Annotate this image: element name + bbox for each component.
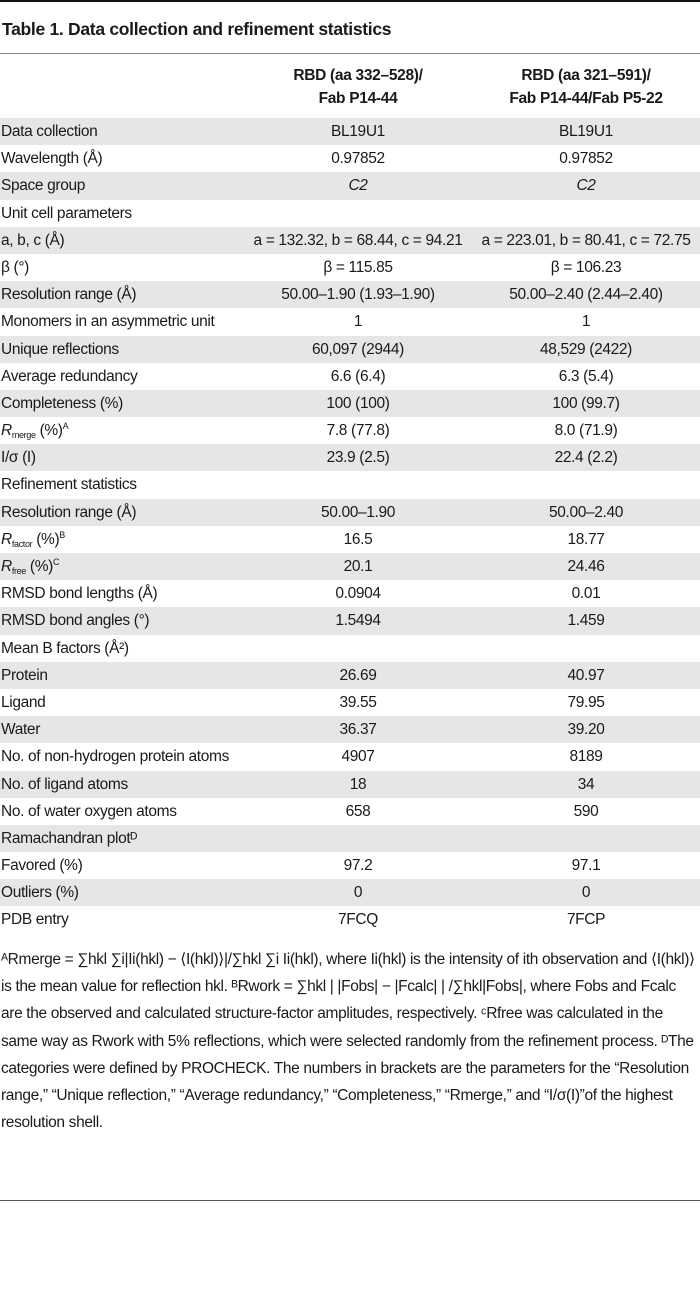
- top-rule: [0, 0, 700, 2]
- cell-rbd-332-528: 658: [345, 802, 371, 820]
- cell-rbd-321-591: 8189: [569, 748, 603, 766]
- table-row: [0, 444, 700, 471]
- cell-rbd-332-528: 0: [353, 884, 363, 902]
- row-label-footnote-mark: C: [52, 557, 60, 567]
- row-label: RMSD bond lengths (Å): [1, 585, 158, 603]
- cell-rbd-332-528: 97.2: [343, 857, 373, 875]
- cell-rbd-332-528: 4907: [341, 748, 375, 766]
- table-row: [0, 716, 700, 743]
- row-label: Mean B factors (Å²): [1, 639, 129, 657]
- row-label: Refinement statistics: [1, 476, 137, 494]
- table-row: [0, 798, 700, 825]
- cell-rbd-321-591: 0: [581, 884, 591, 902]
- cell-rbd-332-528: BL19U1: [331, 123, 385, 140]
- row-label: Water: [1, 721, 41, 739]
- cell-rbd-332-528: 1.5494: [335, 612, 381, 630]
- row-label: Ramachandran plotᴰ: [1, 829, 137, 847]
- row-label: No. of water oxygen atoms: [1, 802, 177, 820]
- cell-rbd-321-591: 100 (99.7): [552, 394, 620, 412]
- cell-rbd-332-528: C2: [348, 177, 368, 195]
- cell-rbd-321-591: 6.3 (5.4): [558, 367, 614, 385]
- table-row: [0, 118, 700, 145]
- cell-rbd-321-591: 0.01: [571, 585, 601, 603]
- title-divider: [0, 53, 700, 54]
- row-label-symbol: R: [1, 422, 12, 440]
- row-label-unit: (%): [25, 558, 53, 575]
- row-label: PDB entry: [1, 911, 69, 929]
- column-header-1-line1: RBD (aa 332–528)/: [293, 67, 423, 84]
- row-label: RMSD bond angles (°): [1, 612, 150, 630]
- row-label-footnote-mark: A: [62, 421, 69, 432]
- cell-rbd-332-528: β = 115.85: [323, 258, 393, 276]
- cell-rbd-321-591: 1: [581, 313, 591, 331]
- bottom-rule: [0, 1200, 700, 1201]
- row-label: [1, 526, 65, 553]
- cell-rbd-321-591: 79.95: [567, 693, 605, 711]
- row-label: Wavelength (Å): [1, 150, 103, 168]
- cell-rbd-332-528: 26.69: [339, 666, 377, 684]
- cell-rbd-321-591: a = 223.01, b = 80.41, c = 72.75: [481, 231, 691, 249]
- cell-rbd-321-591: 8.0 (71.9): [554, 422, 618, 440]
- cell-rbd-321-591: 22.4 (2.2): [554, 449, 618, 467]
- cell-rbd-321-591: 97.1: [571, 857, 601, 875]
- row-label-unit: (%): [32, 530, 60, 548]
- row-label: Completeness (%): [1, 394, 123, 412]
- column-header-2: [472, 64, 700, 116]
- row-label-symbol: R: [1, 558, 12, 575]
- table-row: [0, 336, 700, 363]
- row-label: I/σ (I): [1, 449, 36, 467]
- cell-rbd-321-591: 24.46: [567, 558, 605, 575]
- cell-rbd-332-528: 23.9 (2.5): [326, 449, 390, 467]
- table-row: [0, 417, 700, 444]
- row-label: β (°): [1, 258, 29, 276]
- table-row: [0, 743, 700, 770]
- cell-rbd-321-591: 40.97: [567, 666, 605, 684]
- cell-rbd-321-591: 39.20: [567, 721, 605, 739]
- row-label-unit: (%): [35, 422, 63, 440]
- table-row: [0, 526, 700, 553]
- cell-rbd-332-528: 100 (100): [326, 394, 390, 412]
- table-footnote: [1, 946, 696, 1136]
- table-row: [0, 553, 700, 580]
- cell-rbd-321-591: BL19U1: [559, 123, 613, 140]
- table-row: [0, 145, 700, 172]
- footnote-text: ᴬRmerge = ∑hkl ∑i|Ii(hkl) − ⟨I(hkl)⟩|/∑hkl ∑i Ii(hkl), where Ii(hkl) is the intensity of ith observation and ⟨I(hkl)⟩ is the mean value for reflection hkl. ᴮRwork = ∑hkl | |Fobs| − |Fcalc| | /∑hkl|Fobs|, where Fobs and Fcalc are the observed and calculated structure-factor amplitudes, respectively. ᶜRfree was calculated in the same way as Rwork with 5% reflections, which were selected randomly from the refinement process. ᴰThe categories were defined by PROCHECK. The numbers in brackets are the parameters for the “Resolution range,” “Unique reflection,” “Average redundancy,” “Completeness,” “Rmerge,” and “I/σ(I)”of the highest resolution shell.: [1, 951, 695, 1132]
- cell-rbd-332-528: 20.1: [343, 558, 373, 575]
- cell-rbd-332-528: 18: [349, 775, 367, 793]
- row-label: a, b, c (Å): [1, 231, 65, 249]
- cell-rbd-321-591: 590: [573, 802, 599, 820]
- table-body: [0, 118, 700, 934]
- cell-rbd-332-528: 0.0904: [335, 585, 381, 603]
- table-row: [0, 200, 700, 227]
- row-label: Outliers (%): [1, 884, 79, 902]
- table-title: Table 1. Data collection and refinement statistics: [2, 19, 392, 39]
- table-row: [0, 363, 700, 390]
- row-label: No. of non-hydrogen protein atoms: [1, 748, 229, 766]
- cell-rbd-321-591: 1.459: [567, 612, 605, 630]
- row-label: No. of ligand atoms: [1, 775, 128, 793]
- cell-rbd-332-528: 16.5: [343, 530, 373, 548]
- column-header-1: [236, 64, 480, 116]
- cell-rbd-332-528: 6.6 (6.4): [330, 367, 386, 385]
- table-row: [0, 635, 700, 662]
- row-label: Favored (%): [1, 857, 83, 875]
- row-label-footnote-mark: B: [59, 529, 65, 540]
- row-label: Average redundancy: [1, 367, 138, 385]
- cell-rbd-321-591: 0.97852: [559, 150, 613, 168]
- cell-rbd-332-528: a = 132.32, b = 68.44, c = 94.21: [253, 231, 463, 249]
- table-row: [0, 852, 700, 879]
- table-row: [0, 771, 700, 798]
- column-header-2-line1: RBD (aa 321–591)/: [521, 67, 651, 84]
- cell-rbd-332-528: 7.8 (77.8): [326, 422, 390, 440]
- cell-rbd-321-591: β = 106.23: [550, 258, 622, 276]
- cell-rbd-321-591: 50.00–2.40 (2.44–2.40): [509, 286, 663, 304]
- row-label: Unit cell parameters: [1, 204, 132, 222]
- table-row: [0, 825, 700, 852]
- cell-rbd-332-528: 39.55: [339, 693, 377, 711]
- row-label: Protein: [1, 666, 48, 684]
- table-row: [0, 906, 700, 933]
- table-row: [0, 308, 700, 335]
- cell-rbd-321-591: 18.77: [567, 530, 605, 548]
- row-label: Resolution range (Å): [1, 503, 137, 521]
- table-row: [0, 879, 700, 906]
- row-label: Ligand: [1, 693, 46, 711]
- table-row: [0, 662, 700, 689]
- cell-rbd-332-528: 7FCQ: [338, 911, 378, 929]
- table-row: [0, 499, 700, 526]
- cell-rbd-332-528: 1: [353, 313, 363, 331]
- table-row: [0, 254, 700, 281]
- cell-rbd-332-528: 60,097 (2944): [312, 340, 404, 358]
- cell-rbd-332-528: 50.00–1.90 (1.93–1.90): [281, 286, 435, 304]
- row-label: Data collection: [1, 123, 98, 140]
- table-row: [0, 172, 700, 199]
- row-label-subscript: factor: [11, 538, 33, 549]
- row-label: Resolution range (Å): [1, 286, 137, 304]
- cell-rbd-321-591: 48,529 (2422): [540, 340, 632, 358]
- cell-rbd-332-528: 36.37: [339, 721, 377, 739]
- cell-rbd-332-528: 50.00–1.90: [320, 503, 396, 521]
- row-label-subscript: merge: [11, 430, 36, 441]
- cell-rbd-321-591: C2: [576, 177, 596, 195]
- row-label: Monomers in an asymmetric unit: [1, 313, 215, 331]
- cell-rbd-321-591: 7FCP: [566, 911, 606, 929]
- row-label-symbol: R: [1, 530, 12, 548]
- row-label: Space group: [1, 177, 86, 195]
- table-row: [0, 390, 700, 417]
- table-row: [0, 281, 700, 308]
- cell-rbd-321-591: 50.00–2.40: [548, 503, 624, 521]
- table-row: [0, 689, 700, 716]
- cell-rbd-321-591: 34: [577, 775, 595, 793]
- column-header-2-line2: Fab P14-44/Fab P5-22: [509, 90, 663, 107]
- column-header-1-line2: Fab P14-44: [318, 90, 398, 107]
- row-label: [1, 417, 68, 444]
- table-row: [0, 227, 700, 254]
- table-row: [0, 607, 700, 634]
- table-row: [0, 471, 700, 498]
- row-label: Unique reflections: [1, 340, 119, 358]
- cell-rbd-332-528: 0.97852: [331, 150, 385, 168]
- row-label: [1, 553, 59, 580]
- row-label-subscript: free: [11, 566, 26, 576]
- table-row: [0, 580, 700, 607]
